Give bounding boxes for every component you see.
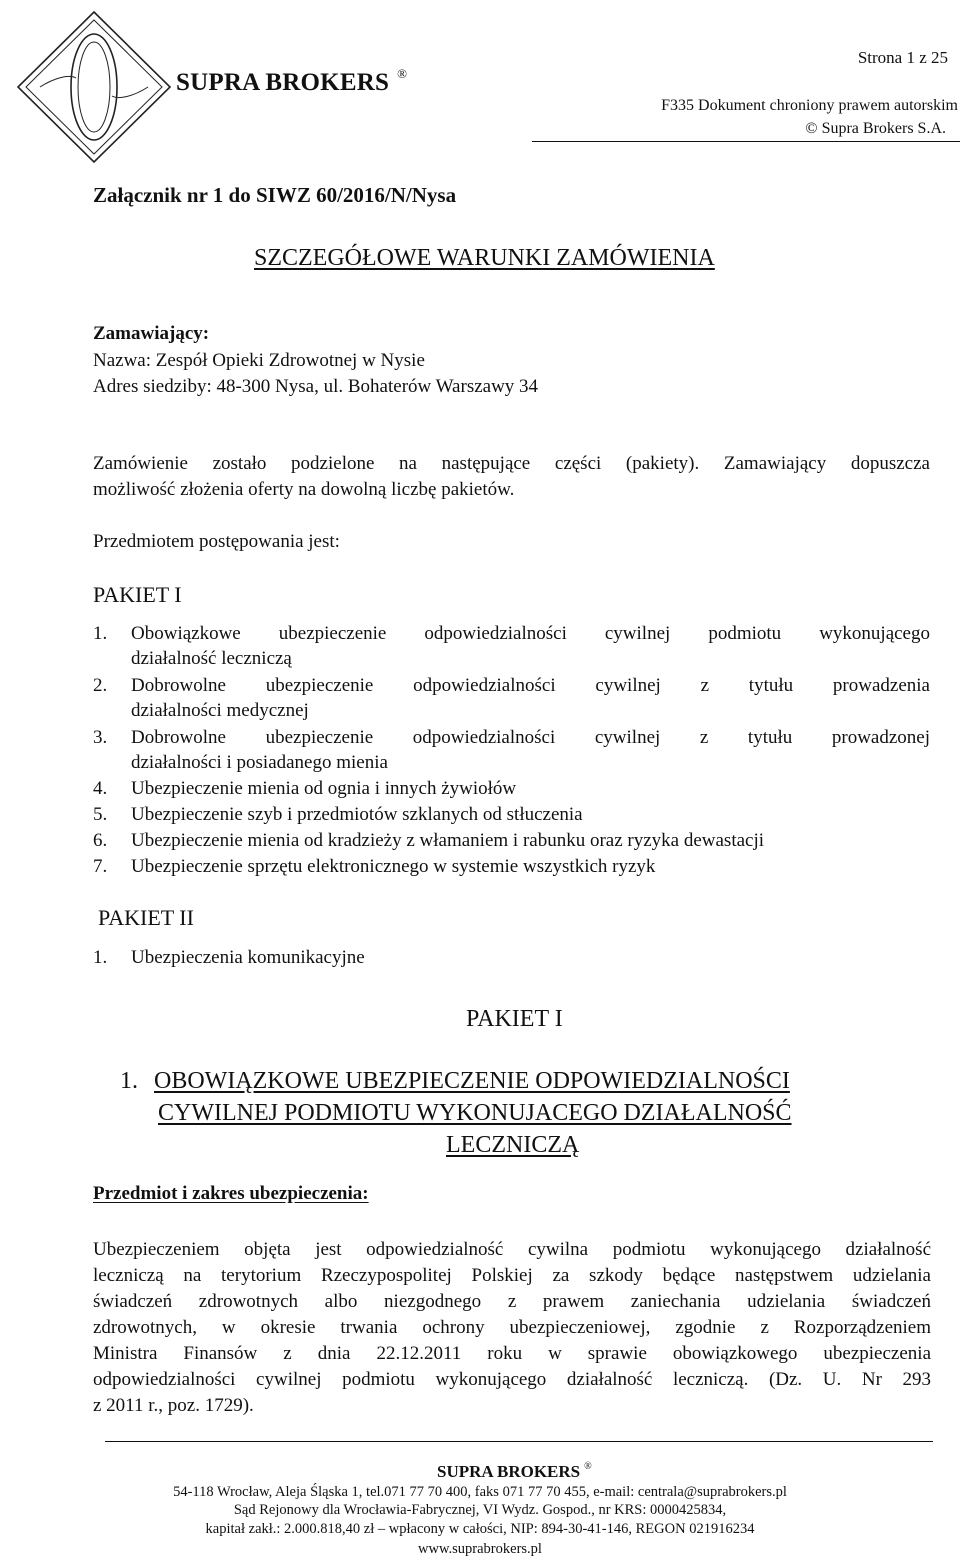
list-item-text: działalność leczniczą <box>131 648 292 669</box>
list-item-number: 1. <box>93 623 108 644</box>
copyright-notice: F335 Dokument chroniony prawem autorskim <box>661 97 958 114</box>
page-number: Strona 1 z 25 <box>857 48 948 67</box>
list-item-text: Ubezpieczenie szyb i przedmiotów szklanych od stłuczenia <box>131 804 583 825</box>
list-item-text: Dobrowolne ubezpieczenie odpowiedzialności cywilnej z tytułu prowadzenia <box>131 675 930 696</box>
paragraph-line: z 2011 r., poz. 1729). <box>93 1395 254 1416</box>
list-item-text: Obowiązkowe ubezpieczenie odpowiedzialności cywilnej podmiotu wykonującego <box>131 623 930 644</box>
section-title-line: CYWILNEJ PODMIOTU WYKONUJACEGO DZIAŁALNOŚĆ <box>158 1100 792 1126</box>
footer-capital: kapitał zakł.: 2.000.818,40 zł – wpłacony w całości, NIP: 894-30-41-146, REGON 021916234 <box>205 1521 755 1537</box>
list-item-text: Dobrowolne ubezpieczenie odpowiedzialności cywilnej z tytułu prowadzonej <box>131 727 930 748</box>
footer-divider <box>105 1441 933 1442</box>
list-item-text: działalności i posiadanego mienia <box>131 752 388 773</box>
brand-name: SUPRA BROKERS ® <box>176 66 408 96</box>
paragraph-line: leczniczą na terytorium Rzeczypospolitej Polskiej za szkody będące następstwem udzielania <box>93 1265 931 1286</box>
list-item-number: 1. <box>93 947 108 968</box>
list-item-number: 5. <box>93 804 108 825</box>
list-item-text: Ubezpieczenia komunikacyjne <box>131 947 365 968</box>
list-item-number: 7. <box>93 856 108 877</box>
list-item-number: 6. <box>93 830 108 851</box>
supra-brokers-logo <box>14 8 174 166</box>
list-item-number: 4. <box>93 778 108 799</box>
list-item-text: Ubezpieczenie mienia od kradzieży z włamaniem i rabunku oraz ryzyka dewastacji <box>131 830 765 851</box>
paragraph-line: odpowiedzialności cywilnej podmiotu wykonującego działalność leczniczą. (Dz. U. Nr 293 <box>93 1369 931 1390</box>
footer-address: 54-118 Wrocław, Aleja Śląska 1, tel.071 77 70 400, faks 071 77 70 455, e-mail: centrala@suprabrokers.pl <box>173 1484 787 1500</box>
footer-registry: Sąd Rejonowy dla Wrocławia-Fabrycznej, VI Wydz. Gospod., nr KRS: 0000425834, <box>233 1502 727 1518</box>
orderer-label: Zamawiający: <box>93 323 210 344</box>
paragraph-line: zdrowotnych, w okresie trwania ochrony ubezpieczeniowej, zgodnie z Rozporządzeniem <box>93 1317 931 1338</box>
annex-reference: Załącznik nr 1 do SIWZ 60/2016/N/Nysa <box>93 183 457 207</box>
paragraph-line: Ministra Finansów z dnia 22.12.2011 roku w sprawie obowiązkowego ubezpieczenia <box>93 1343 931 1364</box>
list-item-text: Ubezpieczenie sprzętu elektronicznego w systemie wszystkich ryzyk <box>131 856 656 877</box>
paragraph-line: świadczeń zdrowotnych albo niezgodnego z prawem zaniechania udzielania świadczeń <box>93 1291 931 1312</box>
registered-mark: ® <box>584 1461 592 1472</box>
subject-intro: Przedmiotem postępowania jest: <box>93 531 340 552</box>
scope-heading: Przedmiot i zakres ubezpieczenia: <box>93 1183 369 1204</box>
orderer-address: Adres siedziby: 48-300 Nysa, ul. Bohaterów Warszawy 34 <box>93 376 539 397</box>
page-title: SZCZEGÓŁOWE WARUNKI ZAMÓWIENIA <box>254 245 715 271</box>
copyright-owner: © Supra Brokers S.A. <box>805 120 946 137</box>
section-title-line: LECZNICZĄ <box>446 1132 580 1158</box>
footer-website-link[interactable]: www.suprabrokers.pl <box>418 1541 542 1557</box>
intro-text-line: możliwość złożenia oferty na dowolną liczbę pakietów. <box>93 479 515 500</box>
section-number: 1. <box>120 1068 138 1094</box>
paragraph-line: Ubezpieczeniem objęta jest odpowiedzialność cywilna podmiotu wykonującego działalność <box>93 1239 931 1260</box>
list-item-number: 2. <box>93 675 108 696</box>
footer-brand: SUPRA BROKERS ® <box>437 1461 592 1481</box>
intro-text-line: Zamówienie zostało podzielone na następujące części (pakiety). Zamawiający dopuszcza <box>93 453 930 474</box>
package-2-heading: PAKIET II <box>98 905 194 930</box>
registered-mark: ® <box>397 66 408 81</box>
list-item-number: 3. <box>93 727 108 748</box>
section-package-heading: PAKIET I <box>466 1006 563 1032</box>
package-1-heading: PAKIET I <box>93 582 182 607</box>
section-title-line: OBOWIĄZKOWE UBEZPIECZENIE ODPOWIEDZIALNOŚCI <box>154 1068 790 1094</box>
orderer-name: Nazwa: Zespół Opieki Zdrowotnej w Nysie <box>93 350 425 371</box>
header-divider <box>532 141 960 142</box>
list-item-text: działalności medycznej <box>131 700 309 721</box>
list-item-text: Ubezpieczenie mienia od ognia i innych żywiołów <box>131 778 517 799</box>
